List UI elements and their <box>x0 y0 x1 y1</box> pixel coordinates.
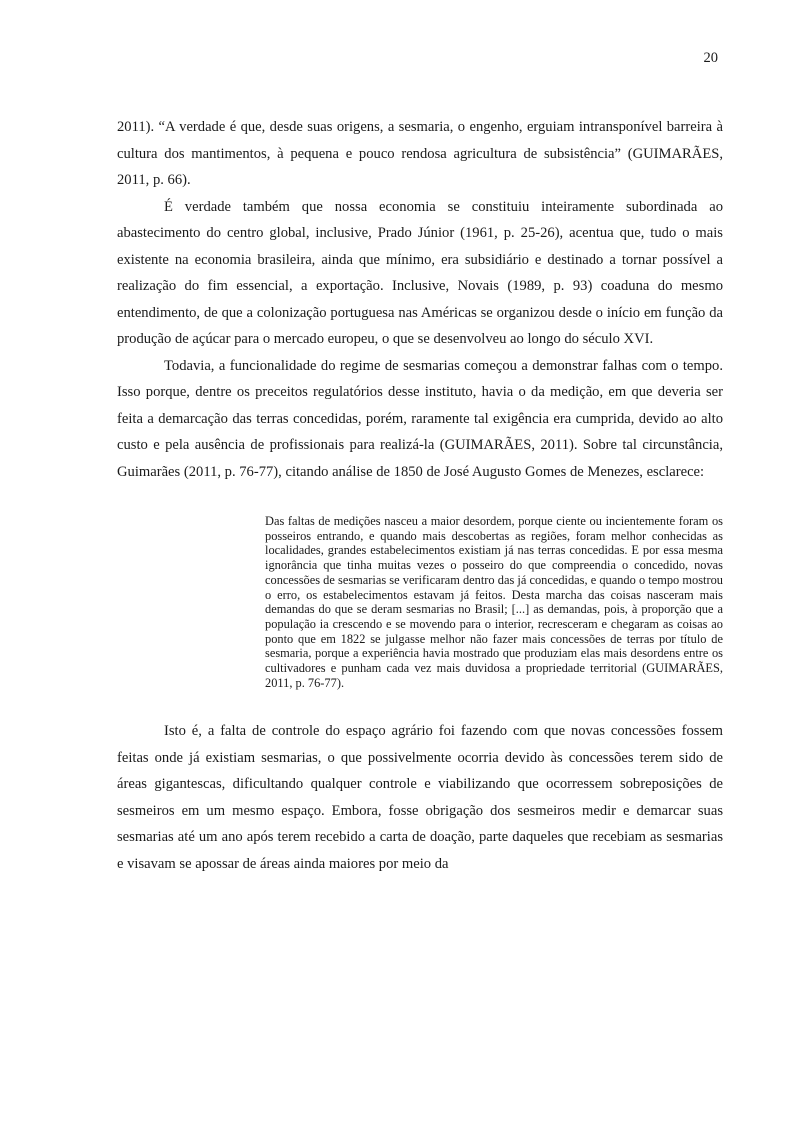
paragraph-closing: Isto é, a falta de controle do espaço agrário foi fazendo com que novas concessões fossem feitas onde já existiam sesmarias, o que possivelmente ocorria devido às concessões terem sido de áreas gigantescas, dificultando qualquer controle e viabilizando que ocorressem sobreposições de sesmeiros em um mesmo espaço. Embora, fosse obrigação dos sesmeiros medir e demarcar suas sesmarias até um ano após terem recebido a carta de doação, parte daqueles que recebiam as sesmarias e visavam se apossar de áreas ainda maiores por meio da <box>117 723 723 872</box>
paragraph-sesmarias: Todavia, a funcionalidade do regime de sesmarias começou a demonstrar falhas com o tempo. Isso porque, dentre os preceitos regulatórios desse instituto, havia o da medição, em que deveria ser feita a demarcação das terras concedidas, porém, raramente tal exigência era cumprida, devido ao alto custo e pela ausência de profissionais para realizá-la (GUIMARÃES, 2011). Sobre tal circunstância, Guimarães (2011, p. 76-77), citando análise de 1850 de José Augusto Gomes de Menezes, esclarece: <box>117 357 723 480</box>
document-body <box>117 114 723 877</box>
paragraph-economy: É verdade também que nossa economia se constituiu inteiramente subordinada ao abastecimento do centro global, inclusive, Prado Júnior (1961, p. 25-26), acentua que, tudo o mais existente na economia brasileira, ainda que mínimo, era subsidiário e destinado a tornar possível a realização do fim essencial, a exportação. Inclusive, Novais (1989, p. 93) coaduna do mesmo entendimento, de que a colonização portuguesa nas Américas se organizou desde o início em função da produção de açúcar para o mercado europeu, o que se desenvolveu ao longo do século XVI. <box>117 198 723 347</box>
block-quote: Das faltas de medições nasceu a maior desordem, porque ciente ou incientemente foram os posseiros entrando, e quando mais descobertas as regiões, foram melhor conhecidas as localidades, grandes estabelecimentos existiam já nas terras concedidas. E por essa mesma ignorância que tinha muitas vezes o posseiro do que compreendia o concedido, novas concessões de sesmarias se verificaram dentro das já concedidas, e quando o tempo mostrou o erro, os estabelecimentos estavam já feitos. Desta marcha das coisas nasceram mais demandas do que se deram sesmarias no Brasil; [...] as demandas, pois, à proporção que a população ia crescendo e se movendo para o interior, recresceram e chegaram as coisas ao ponto que em 1822 se julgasse melhor não fazer mais concessões de terras por título de sesmaria, porque a experiência havia mostrado que produziam elas mais desordens entre os cultivadores e punham cada vez mais duvidosa a propriedade territorial (GUIMARÃES, 2011, p. 76-77). <box>265 514 723 690</box>
page-number: 20 <box>703 50 718 66</box>
paragraph-continuation: 2011). “A verdade é que, desde suas origens, a sesmaria, o engenho, erguiam intransponível barreira à cultura dos mantimentos, à pequena e pouco rendosa agricultura de subsistência” (GUIMARÃES, 2011, p. 66). <box>117 119 723 188</box>
